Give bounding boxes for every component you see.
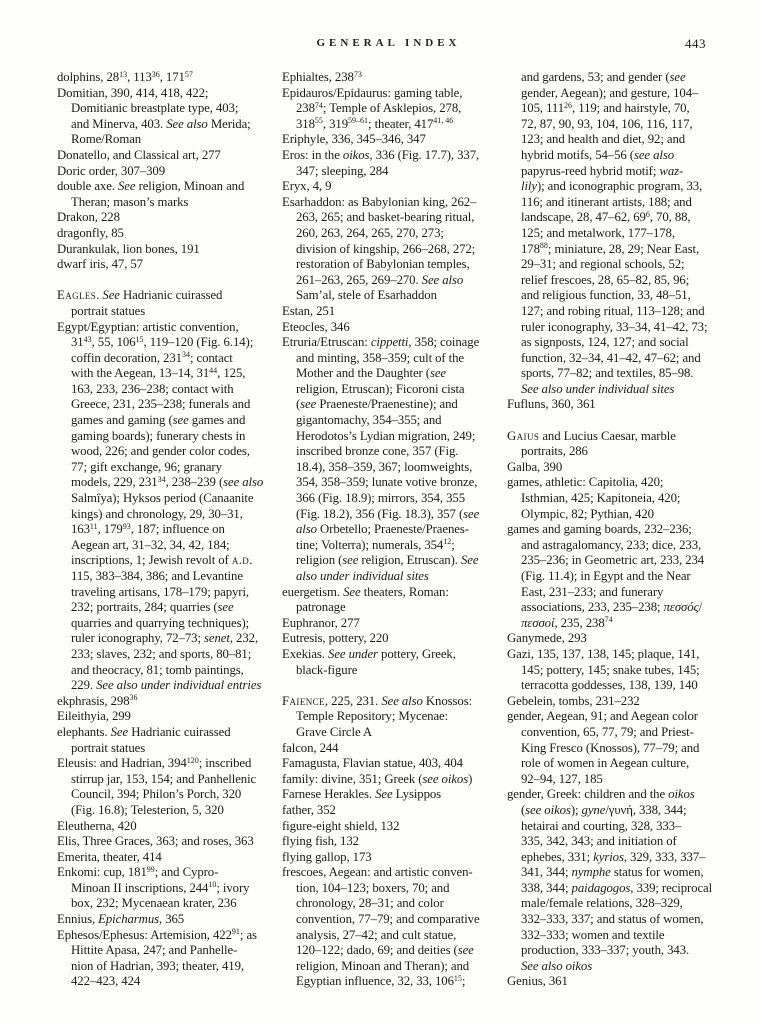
index-line-continuation: Rome/Roman [71,132,142,147]
index-line-continuation: See also under individual sites [521,381,675,396]
index-line-continuation: as signposts, 124, 127; and social [521,335,689,350]
index-line-continuation: $31^{43}$, 55, $106^{15}$, 119–120 (Fig. 6.14); [71,334,254,350]
index-line-continuation: portrait statues [71,303,146,318]
index-line-continuation: Isthmian, 425; Kapitoneia, 420; [521,491,681,506]
index-entry-line: Domitian, 390, 414, 418, 422; [57,85,209,100]
index-line-continuation: lily); and iconographic program, 33, [521,179,703,194]
index-entry-line: father, 352 [282,802,336,817]
index-line-continuation: 116; and itinerant artists, 188; and [521,194,692,209]
index-line-continuation: 332–333, 337; and status of women, [521,912,704,927]
index-entry-line: Genius, 361 [507,974,568,989]
index-line-continuation: 261–263, 265, 269–270. See also [296,272,464,287]
index-line-continuation: portraits, 286 [521,444,588,459]
index-line-continuation: and gardens, 53; and gender (see [521,70,686,84]
entry-section-gap [507,413,720,429]
index-line-continuation: terracotta goddesses, 138, 139, 140 [521,678,698,693]
index-line-continuation: portrait statues [71,740,146,755]
index-entry-line: Eros: in the oikos, 336 (Fig. 17.7), 337, [282,147,480,162]
index-line-continuation: (Fig. 18.2), 356 (Fig. 18.3), 357 (see [296,506,480,521]
index-line-continuation: 263, 265; and basket-bearing ritual, [296,210,475,225]
index-entry-line: Donatello, and Classical art, 277 [57,147,221,162]
index-line-continuation: religion (see religion, Etruscan). See [296,553,479,568]
index-line-continuation: convention, 77–79; and comparative [296,912,480,927]
index-entry-line: Exekias. See under pottery, Greek, [282,646,456,661]
index-line-continuation: Domitianic breastplate type, 403; [71,101,239,116]
index-line-continuation: hybrid motifs, 54–56 (see also [521,147,675,162]
index-line-continuation: analysis, 27–42; and cult statue, [296,927,457,942]
index-line-continuation: 120–122; dado, 69; and deities (see [296,943,474,958]
index-line-continuation: models, 229, $231^{34}$, 238–239 (see also [71,474,264,490]
index-entry-line: Euphranor, 277 [282,615,360,630]
index-line-continuation: Minoan II inscriptions, $244^{10}$; ivory [71,880,250,895]
index-line-continuation: Herodotos’s Lydian migration, 249; [296,428,476,443]
index-line-continuation: function, 32–34, 41–42, 47–62; and [521,350,701,365]
index-entry-line: Fufluns, 360, 361 [507,397,596,412]
index-line-continuation: role of women in Aegean culture, [521,756,690,771]
index-line-continuation: Sam’al, stele of Esarhaddon [296,288,437,303]
index-line-continuation: Mother and the Daughter (see [296,366,447,381]
index-line-continuation: box, 232; Mycenaean krater, 236 [71,896,237,911]
index-entry-line: Eileithyia, 299 [57,709,131,724]
index-line-continuation: gigantomachy, 354–355; and [296,413,442,428]
index-line-continuation: religion, Minoan and Theran); and [296,958,470,973]
index-line-continuation: Theran; mason’s marks [71,194,189,209]
index-entry-line: euergetism. See theaters, Roman: [282,584,449,599]
index-line-continuation: 115, 383–384, 386; and Levantine [71,569,243,583]
index-entry-line: frescoes, Aegean: and artistic conven- [282,865,473,880]
index-entry-line: Ephesos/Ephesus: Artemision, $422^{91}$; as [57,927,257,942]
index-line-continuation: 260, 263, 264, 265, 270, 273; [296,225,444,240]
index-line-continuation: and Minerva, 403. See also Merida; [71,116,251,131]
index-line-continuation: Olympic, 82; Pythian, 420 [521,506,654,521]
index-entry-line: flying gallop, 173 [282,849,372,864]
index-line-continuation: (see oikos); gyne/γυνή, 338, 344; [521,802,687,817]
index-entry-line: gender, Greek: children and the oikos [507,787,695,802]
index-line-continuation: tion, 104–123; boxers, 70; and [296,880,450,895]
index-line-continuation: associations, 233, 235–238; πεσσός/ [521,600,703,615]
index-line-continuation: also under individual sites [296,569,429,583]
index-line-continuation: chronology, 28–31; and color [296,896,444,911]
index-line-continuation: ruler iconography, 72–73; senet, 232, [71,631,259,646]
index-line-continuation: 335, 342, 343; and initiation of [521,834,677,849]
index-line-continuation: restoration of Babylonian temples, [296,257,470,272]
index-entry-line: Esarhaddon: as Babylonian king, 262– [282,194,477,209]
index-entry-line: Estan, 251 [282,303,336,318]
index-line-continuation: kings) and chronology, 29, 30–31, [71,506,243,521]
index-line-continuation: 125; and metalwork, 177–178, [521,225,675,240]
index-entry-line: Ennius, Epicharmus, 365 [57,912,185,927]
index-line-continuation: also Orbetello; Praeneste/Praenes- [296,522,469,537]
index-entry-line: dolphins, $28^{13}$, $113^{36}$, $171^{57}$ [57,69,193,84]
index-line-continuation: (see Praeneste/Praenestine); and [296,397,458,412]
index-line-continuation: 92–94, 127, 185 [521,771,603,786]
index-entry-line: Famagusta, Flavian statue, 403, 404 [282,756,463,771]
index-line-continuation: 105, $111^{26}$, 119; and hairstyle, 70, [521,100,690,116]
index-entry-line: ekphrasis, $298^{36}$ [57,693,138,708]
index-line-continuation: Council, 394; Philon’s Porch, 320 [71,787,242,802]
index-entry-line: Eutresis, pottery, 220 [282,631,389,646]
index-entry-line: games and gaming boards, 232–236; [507,522,692,537]
index-entry-line: Etruria/Etruscan: cippetti, 358; coinage [282,335,480,350]
index-line-continuation: 77; gift exchange, 96; granary [71,459,222,474]
index-entry-line: falcon, 244 [282,740,339,755]
index-line-continuation: 338, 344; paidagogos, 339; reciprocal [521,880,713,895]
index-line-continuation: 366 (Fig. 18.9); mirrors, 354, 355 [296,491,465,506]
index-entry-line: Gebelein, tombs, 231–232 [507,693,640,708]
index-line-continuation: πεσσοί, 235, $238^{74}$ [521,615,613,630]
index-line-continuation: 233; slaves, 232; and sports, 80–81; [71,646,252,661]
index-entry-line: games, athletic: Capitolia, 420; [507,475,664,490]
index-entry-line: Eteocles, 346 [282,319,350,334]
index-entry-line: dragonfly, 85 [57,225,124,240]
index-columns [57,70,720,990]
index-line-continuation: papyrus-reed hybrid motif; waz- [521,163,684,178]
index-entry-line: Egypt/Egyptian: artistic convention, [57,319,239,334]
index-line-continuation: $318^{55}$, 319$^{59-61}$; theater, 417$^{41, 46}$ [296,116,454,131]
index-entry-line: Durankulak, lion bones, 191 [57,241,200,256]
index-line-continuation: sports, 77–82; and textiles, 85–98. [521,366,694,381]
index-line-continuation: $163^{11}$, $179^{93}$, 187; influence on [71,521,225,537]
index-line-continuation: religion, Etruscan); Ficoroni cista [296,381,465,396]
index-entry-line: Eleusis: and Hadrian, $394^{120}$; inscribed [57,755,252,771]
index-entry-line: Eagles. See Hadrianic cuirassed [57,288,223,303]
index-line-continuation: ruler iconography, 33–34, 41–42, 73; [521,319,708,334]
index-line-continuation: King Fresco (Knossos), 77–79; and [521,740,700,755]
page-number: 443 [685,36,706,51]
index-line-continuation: hetairai and courting, 328, 333– [521,818,682,833]
index-entry-line: Elis, Three Graces, 363; and roses, 363 [57,834,254,849]
index-line-continuation: and minting, 358–359; cult of the [296,350,465,365]
index-entry-line: Gazi, 135, 137, 138, 145; plaque, 141, [507,646,700,661]
index-line-continuation: Aegean art, 31–32, 34, 42, 184; [71,537,230,552]
index-line-continuation: production, 333–337; youth, 343. [521,943,690,958]
index-line-continuation: stirrup jar, 153, 154; and Panhellenic [71,771,257,786]
index-line-continuation: (Fig. 16.8); Telesterion, 5, 320 [71,802,224,817]
index-entry-line: Gaius and Lucius Caesar, marble [507,428,676,443]
index-entry-line: Ephialtes, $238^{73}$ [282,69,362,84]
index-entry-line: elephants. See Hadrianic cuirassed [57,724,231,739]
index-entry-line: Farnese Herakles. See Lysippos [282,787,442,802]
index-entry-line: gender, Aegean, 91; and Aegean color [507,709,698,724]
index-line-continuation: 354, 358–359; lunate votive bronze, [296,475,478,490]
index-entry-line: flying fish, 132 [282,834,359,849]
index-line-continuation: with the Aegean, 13–14, $31^{44}$, 125, [71,365,246,381]
index-line-continuation: Temple Repository; Mycenae: [296,709,449,724]
index-line-continuation: games and gaming (see games and [71,413,246,428]
index-line-continuation: quarries and quarrying techniques); [71,615,250,630]
index-line-continuation: 145; pottery, 145; snake tubes, 145; [521,662,700,677]
index-line-continuation: and astragalomancy, 233; dice, 233, [521,537,702,552]
index-entry-line: Eryx, 4, 9 [282,179,332,194]
index-line-continuation: 123; and health and diet, 92; and [521,132,686,147]
index-entry-line: Galba, 390 [507,459,563,474]
index-entry-line: dwarf iris, 47, 57 [57,257,143,272]
index-line-continuation: 347; sleeping, 284 [296,163,389,178]
index-line-continuation: patronage [296,600,346,615]
page-header [57,37,720,53]
index-line-continuation: 229. See also under individual entries [71,678,262,693]
index-entry-line: Epidauros/Epidaurus: gaming table, [282,85,463,100]
index-line-continuation: ephebes, 331; kyrios, 329, 333, 337– [521,849,706,864]
index-line-continuation: landscape, 28, 47–62, $69^6$, 70, 88, [521,209,691,225]
index-column-1 [57,70,270,990]
index-line-continuation: inscribed bronze cone, 357 (Fig. [296,444,459,459]
index-line-continuation: gender, Aegean); and gesture, 104– [521,85,699,100]
index-line-continuation: $178^{88}$; miniature, 28, 29; Near East, [521,241,700,256]
index-line-continuation: male/female relations, 328–329, [521,896,683,911]
index-column-3 [507,70,720,990]
index-line-continuation: (Fig. 11.4); in Egypt and the Near [521,569,691,583]
entry-section-gap [282,678,495,694]
index-entry-line: Ganymede, 293 [507,631,587,646]
index-line-continuation: 29–31; and regional schools, 52; [521,257,685,272]
index-line-continuation: East, 231–233; and funerary [521,584,664,599]
index-line-continuation: Salmîya); Hyksos period (Canaanite [71,491,254,506]
index-line-continuation: wood, 226; and gender color codes, [71,444,250,459]
index-line-continuation: traveling artisans, 178–179; papyri, [71,584,250,599]
index-column-2 [282,70,495,990]
index-line-continuation: and religious function, 33, 48–51, [521,288,691,303]
index-line-continuation: 341, 344; nymphe status for women, [521,865,704,880]
index-line-continuation: 127; and robing ritual, 113–128; and [521,303,705,318]
index-line-continuation: division of kingship, 266–268, 272; [296,241,476,256]
index-line-continuation: nion of Hadrian, 393; theater, 419, [71,958,244,973]
index-entry-line: figure-eight shield, 132 [282,818,400,833]
index-entry-line: double axe. See religion, Minoan and [57,179,245,194]
index-entry-line: Emerita, theater, 414 [57,849,162,864]
index-line-continuation: See also oikos [521,958,593,973]
page-header-title: GENERAL INDEX [316,37,461,49]
index-entry-line: Drakon, 228 [57,210,120,225]
index-entry-line: Eriphyle, 336, 345–346, 347 [282,132,426,147]
index-line-continuation: 232; portraits, 284; quarries (see [71,600,234,615]
index-line-continuation: 18.4), 358–359, 367; loomweights, [296,459,473,474]
index-line-continuation: 72, 87, 90, 93, 104, 106, 116, 117, [521,116,693,131]
index-line-continuation: tine; Volterra); numerals, $354^{12}$; [296,537,455,552]
index-line-continuation: Hittite Apasa, 247; and Panhelle- [71,943,238,958]
index-line-continuation: 422–423, 424 [71,974,141,989]
index-line-continuation: black-figure [296,662,358,677]
index-line-continuation: gaming boards); funerary chests in [71,428,246,443]
index-entry-line: Doric order, 307–309 [57,163,166,178]
index-line-continuation: convention, 65, 77, 79; and Priest- [521,724,694,739]
index-line-continuation: 332–333; women and textile [521,927,665,942]
index-entry-line: Eleutherna, 420 [57,818,137,833]
index-line-continuation: $238^{74}$; Temple of Asklepios, 278, [296,100,462,116]
entry-section-gap [57,273,270,289]
index-line-continuation: Egyptian influence, 32, 33, $106^{15}$; [296,973,466,989]
index-line-continuation: inscriptions, 1; Jewish revolt of a.d. [71,553,253,568]
index-line-continuation: coffin decoration, $231^{34}$; contact [71,350,233,365]
index-entry-line: Enkomi: cup, $181^{99}$; and Cypro- [57,864,219,880]
index-line-continuation: Grave Circle A [296,724,373,739]
index-line-continuation: and theocracy, 81; tomb paintings, [71,662,244,677]
index-line-continuation: relief frescoes, 28, 65–82, 85, 96; [521,272,690,287]
index-entry-line: Faience, 225, 231. See also Knossos: [282,693,473,708]
index-line-continuation: Greece, 231, 235–238; funerals and [71,397,251,412]
index-entry-line: family: divine, 351; Greek (see oikos) [282,771,473,786]
index-line-continuation: 235–236; in Geometric art, 233, 234 [521,553,705,568]
index-line-continuation: 163, 233, 236–238; contact with [71,381,234,396]
